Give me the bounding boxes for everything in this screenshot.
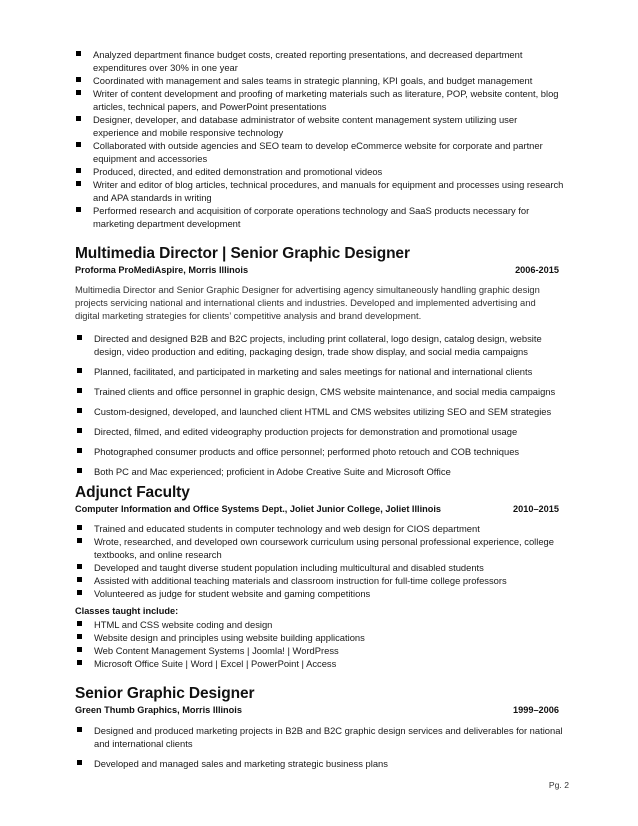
- list-item: Assisted with additional teaching materials and classroom instruction for full-time college professors: [75, 574, 565, 587]
- list-item: Trained and educated students in computer technology and web design for CIOS department: [75, 522, 565, 535]
- list-item: Website design and principles using website building applications: [75, 631, 565, 644]
- role-title: Adjunct Faculty: [75, 484, 190, 501]
- list-item: Directed, filmed, and edited videography production projects for demonstration and promotional usage: [75, 425, 565, 438]
- page-number: Pg. 2: [548, 780, 569, 790]
- list-item: Produced, directed, and edited demonstration and promotional videos: [74, 165, 564, 178]
- list-item: Designed and produced marketing projects in B2B and B2C graphic design services and deliverables for national and international clients: [75, 724, 565, 750]
- section-multimedia-director: [75, 245, 565, 485]
- role-bullets: [75, 522, 565, 600]
- list-item: Directed and designed B2B and B2C projects, including print collateral, logo design, catalog design, website design, video production and editing, packaging design, trade show display, and social media campaigns: [75, 332, 565, 358]
- list-item: Developed and taught diverse student population including multicultural and disabled students: [75, 561, 565, 574]
- org-name: Computer Information and Office Systems Dept., Joliet Junior College, Joliet Illinois: [75, 504, 442, 514]
- date-range: 1999–2006: [513, 705, 559, 715]
- list-item: Both PC and Mac experienced; proficient in Adobe Creative Suite and Microsoft Office: [75, 465, 565, 478]
- list-item: Developed and managed sales and marketing strategic business plans: [75, 757, 565, 770]
- list-item: Collaborated with outside agencies and SEO team to develop eCommerce website for corporate and partner equipment and accessories: [74, 139, 564, 165]
- org-line: [75, 705, 559, 715]
- list-item: Photographed consumer products and office personnel; performed photo retouch and COB techniques: [75, 445, 565, 458]
- section-senior-graphic-designer: [75, 685, 565, 777]
- list-item: Coordinated with management and sales teams in strategic planning, KPI goals, and budget management: [74, 74, 564, 87]
- date-range: 2006-2015: [515, 265, 559, 275]
- list-item: Analyzed department finance budget costs, created reporting presentations, and decreased department expenditures over 30% in one year: [74, 48, 564, 74]
- classes-label: Classes taught include:: [75, 606, 179, 616]
- list-item: HTML and CSS website coding and design: [75, 618, 565, 631]
- list-item: Trained clients and office personnel in graphic design, CMS website maintenance, and social media campaigns: [75, 385, 565, 398]
- org-line: [75, 265, 559, 275]
- role-title: Multimedia Director | Senior Graphic Designer: [75, 245, 410, 262]
- list-item: Writer and editor of blog articles, technical procedures, and manuals for equipment and processes using research and APA standards in writing: [74, 178, 564, 204]
- org-name: Proforma ProMediAspire, Morris Illinois: [75, 265, 249, 275]
- list-item: Writer of content development and proofing of marketing materials such as literature, POP, website content, blog articles, technical papers, and PowerPoint presentations: [74, 87, 564, 113]
- list-item: Designer, developer, and database administrator of website content management system utilizing user experience and mobile responsive technology: [74, 113, 564, 139]
- section-adjunct-faculty: [75, 484, 565, 670]
- role-bullets: [75, 724, 565, 770]
- classes-list: [75, 618, 565, 670]
- role-bullets: [75, 332, 565, 478]
- role-title: Senior Graphic Designer: [75, 685, 255, 702]
- list-item: Web Content Management Systems | Joomla! | WordPress: [75, 644, 565, 657]
- date-range: 2010–2015: [513, 504, 559, 514]
- list-item: Planned, facilitated, and participated in marketing and sales meetings for national and international clients: [75, 365, 565, 378]
- list-item: Custom-designed, developed, and launched client HTML and CMS websites utilizing SEO and SEM strategies: [75, 405, 565, 418]
- role-summary: Multimedia Director and Senior Graphic Designer for advertising agency simultaneously handling graphic design projects servicing national and international clients and industries. Developed and implemented advertising and digital marketing strategies for clients’ competitive analysis and brand development.: [75, 284, 540, 322]
- list-item: Performed research and acquisition of corporate operations technology and SaaS products necessary for marketing department development: [74, 204, 564, 230]
- list-item: Volunteered as judge for student website and gaming competitions: [75, 587, 565, 600]
- org-name: Green Thumb Graphics, Morris Illinois: [75, 705, 242, 715]
- org-line: [75, 504, 559, 514]
- list-item: Microsoft Office Suite | Word | Excel | PowerPoint | Access: [75, 657, 565, 670]
- list-item: Wrote, researched, and developed own coursework curriculum using personal professional experience, college textbooks, and online research: [75, 535, 565, 561]
- previous-role-bullets: [74, 48, 564, 230]
